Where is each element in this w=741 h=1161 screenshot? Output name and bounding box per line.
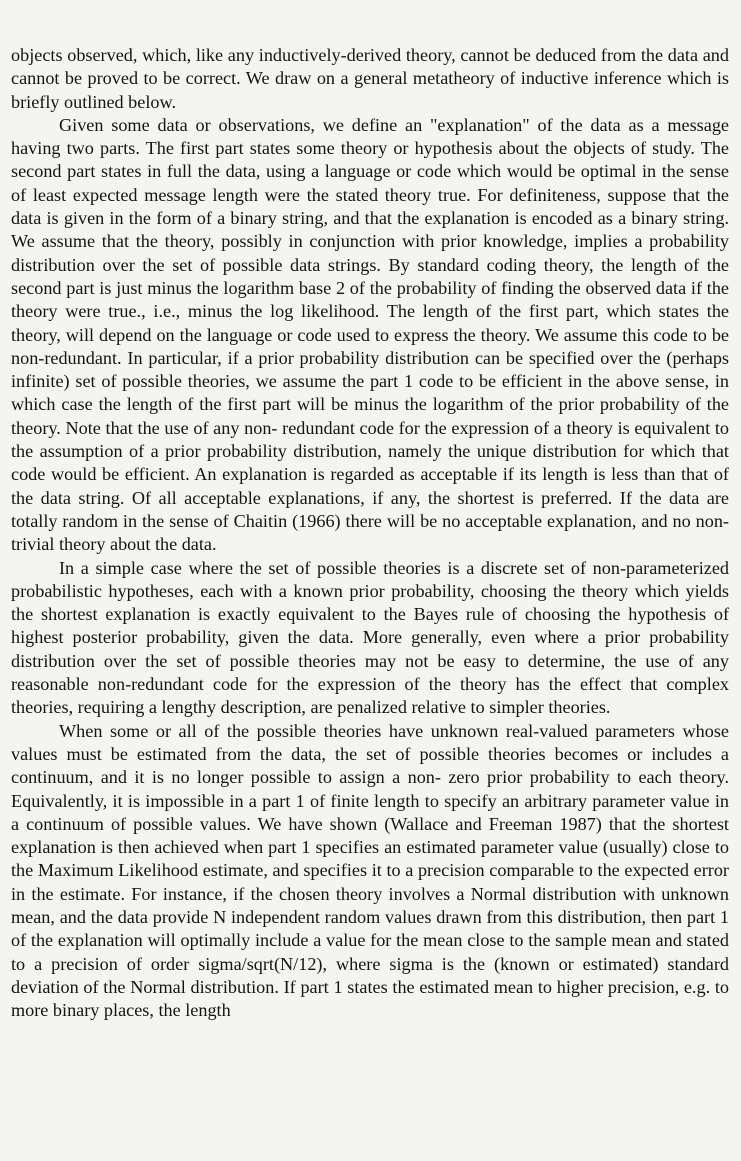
- paragraph-1: objects observed, which, like any inductively-derived theory, cannot be deduced from the data and cannot be proved to be correct. We draw on a general metatheory of inductive inference which is briefly outlined below.: [11, 45, 729, 112]
- paragraph-3: In a simple case where the set of possible theories is a discrete set of non-parameterized probabilistic hypotheses, each with a known prior probability, choosing the theory which yields the shortest explanation is exactly equivalent to the Bayes rule of choosing the hypothesis of highest posterior probability, given the data. More generally, even where a prior probability distribution over the set of possible theories may not be easy to determine, the use of any reasonable non-redundant code for the expression of the theory has the effect that complex theories, requiring a lengthy description, are penalized relative to simpler theories.: [11, 557, 729, 718]
- paragraph-4: When some or all of the possible theories have unknown real-valued parameters whose values must be estimated from the data, the set of possible theories becomes or includes a continuum, and it is no longer possible to assign a non- zero prior probability to each theory. Equivalently, it is impossible in a part 1 of finite length to specify an arbitrary parameter value in a continuum of possible values. We have shown (Wallace and Freeman 1987) that the shortest explanation is then achieved when part 1 specifies an estimated parameter value (usually) close to the Maximum Likelihood estimate, and specifies it to a precision comparable to the expected error in the estimate. For instance, if the chosen theory involves a Normal distribution with unknown mean, and the data provide N independent random values drawn from this distribution, then part 1 of the explanation will optimally include a value for the mean close to the sample mean and stated to a precision of order sigma/sqrt(N/12), where sigma is the (known or estimated) standard deviation of the Normal distribution. If part 1 states the estimated mean to higher precision, e.g. to more binary places, the length: [11, 720, 729, 1021]
- paragraph-2: Given some data or observations, we define an "explanation" of the data as a message having two parts. The first part states some theory or hypothesis about the objects of study. The second part states in full the data, using a language or code which would be optimal in the sense of least expected message length were the stated theory true. For definiteness, suppose that the data is given in the form of a binary string, and that the explanation is encoded as a binary string. We assume that the theory, possibly in conjunction with prior knowledge, implies a probability distribution over the set of possible data strings. By standard coding theory, the length of the second part is just minus the logarithm base 2 of the probability of finding the observed data if the theory were true., i.e., minus the log likelihood. The length of the first part, which states the theory, will depend on the language or code used to express the theory. We assume this code to be non-redundant. In particular, if a prior probability distribution can be specified over the (perhaps infinite) set of possible theories, we assume the part 1 code to be efficient in the above sense, in which case the length of the first part will be minus the logarithm of the prior probability of the theory. Note that the use of any non- redundant code for the expression of a theory is equivalent to the assumption of a prior probability distribution, namely the unique distribution for which that code would be efficient. An explanation is regarded as acceptable if its length is less than that of the data string. Of all acceptable explanations, if any, the shortest is preferred. If the data are totally random in the sense of Chaitin (1966) there will be no acceptable explanation, and no non-trivial theory about the data.: [11, 114, 729, 555]
